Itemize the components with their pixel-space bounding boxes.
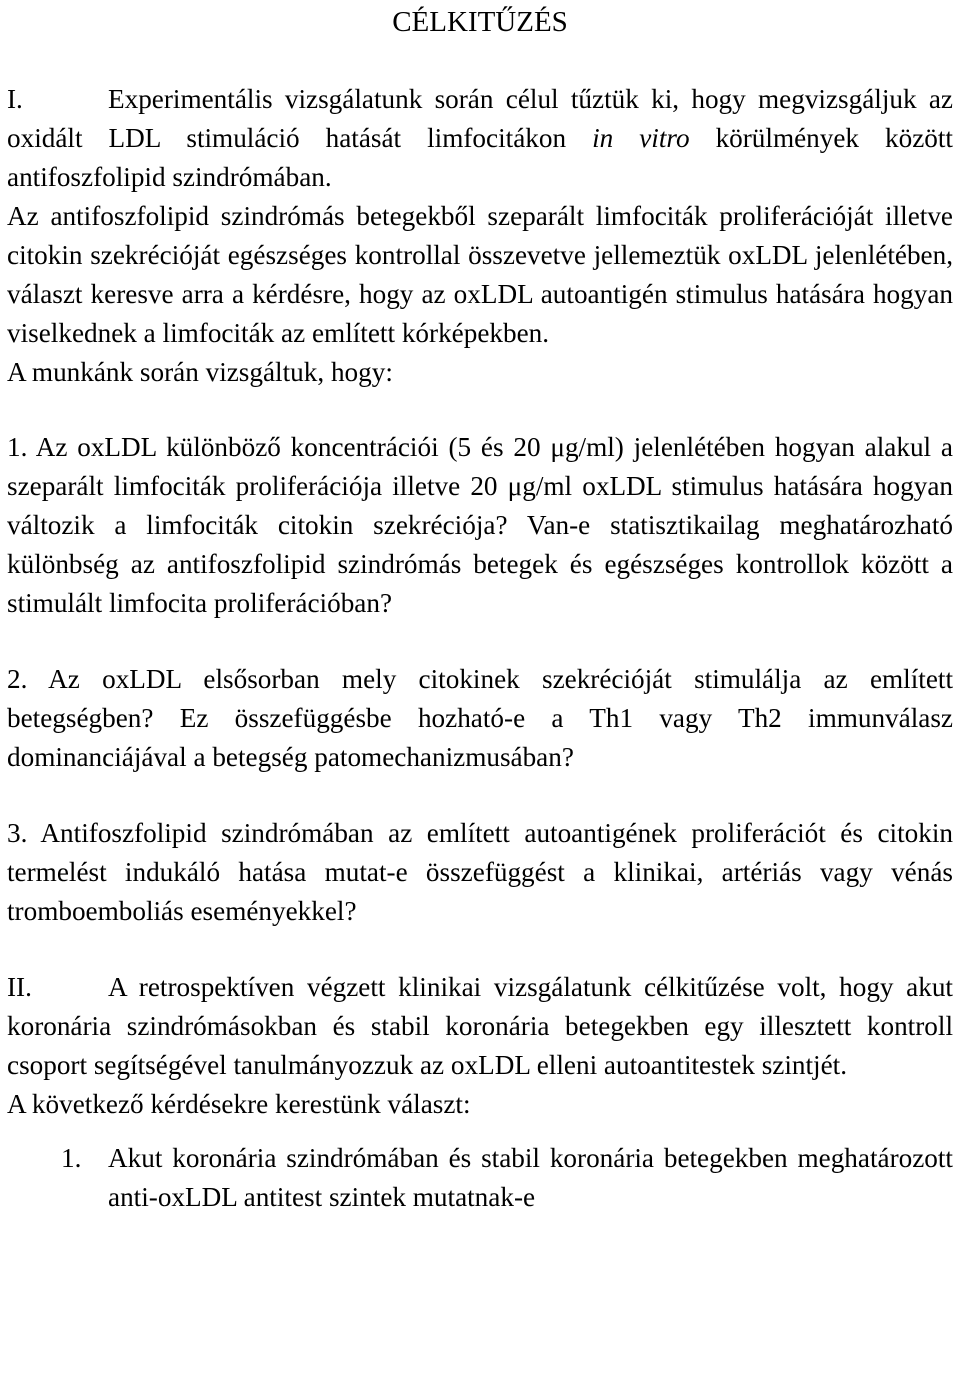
italic-in-vitro: in vitro xyxy=(592,123,690,153)
spacer xyxy=(7,777,953,814)
page-title: CÉLKITŰZÉS xyxy=(392,6,568,38)
section-1-label: I. xyxy=(7,84,23,114)
section-2-lead: A következő kérdésekre kerestünk választ: xyxy=(7,1089,471,1119)
list-item xyxy=(7,1139,953,1217)
section-2-label: II. xyxy=(7,972,32,1002)
spacer xyxy=(7,392,953,429)
spacer xyxy=(7,623,953,660)
question-1: 1. Az oxLDL különböző koncentrációi (5 és 20 μg/ml) jelenlétében hogyan alakul a szeparált limfociták proliferációja illetve 20 μg/ml oxLDL stimulus hatására hogyan változik a limfociták citokin szekréciója? Van-e statisztikailag meghatározható különbség az antifoszfolipid szindrómás betegek és egészséges kontrollok között a stimulált limfocita proliferációban? xyxy=(7,432,953,618)
spacer xyxy=(7,931,953,968)
section-1-intro-text: Experimentális vizsgálatunk során célul tűztük ki, hogy megvizsgáljuk az oxidált LDL stimuláció hatását limfocitákon xyxy=(7,84,953,153)
list-item-text: Akut koronária szindrómában és stabil koronária betegekben meghatározott anti-oxLDL antitest szintek mutatnak-e xyxy=(108,1143,953,1212)
list-item-number: 1. xyxy=(61,1143,82,1173)
document-body xyxy=(7,0,953,1217)
section-2-text: A retrospektíven végzett klinikai vizsgálatunk célkitűzése volt, hogy akut koronária szindrómásokban és stabil koronária betegekben egy illesztett kontroll csoport segítségével tanulmányozzuk az oxLDL elleni autoantitestek szintjét. xyxy=(7,972,953,1080)
question-2: 2. Az oxLDL elsősorban mely citokinek szekrécióját stimulálja az említett betegségben? Ez összefüggésbe hozható-e a Th1 vagy Th2 immunválasz dominanciájával a betegség patomechanizmusában? xyxy=(7,664,953,772)
section-1-intro-text-end: körülmények között antifoszfolipid szindrómában. xyxy=(7,123,953,192)
question-3: 3. Antifoszfolipid szindrómában az említett autoantigének proliferációt és citokin termelést indukáló hatása mutat-e összefüggést a klinikai, artériás vagy vénás tromboemboliás eseményekkel? xyxy=(7,818,953,926)
section-1-intro xyxy=(7,80,953,197)
section-1-lead: A munkánk során vizsgáltuk, hogy: xyxy=(7,357,393,387)
section-1-paragraph: Az antifoszfolipid szindrómás betegekből szeparált limfociták proliferációját illetve citokin szekrécióját egészséges kontrollal összevetve jellemeztük oxLDL jelenlétében, választ keresve arra a kérdésre, hogy az oxLDL autoantigén stimulus hatására hogyan viselkednek a limfociták az említett kórképekben. xyxy=(7,201,953,348)
section-2-intro xyxy=(7,968,953,1085)
